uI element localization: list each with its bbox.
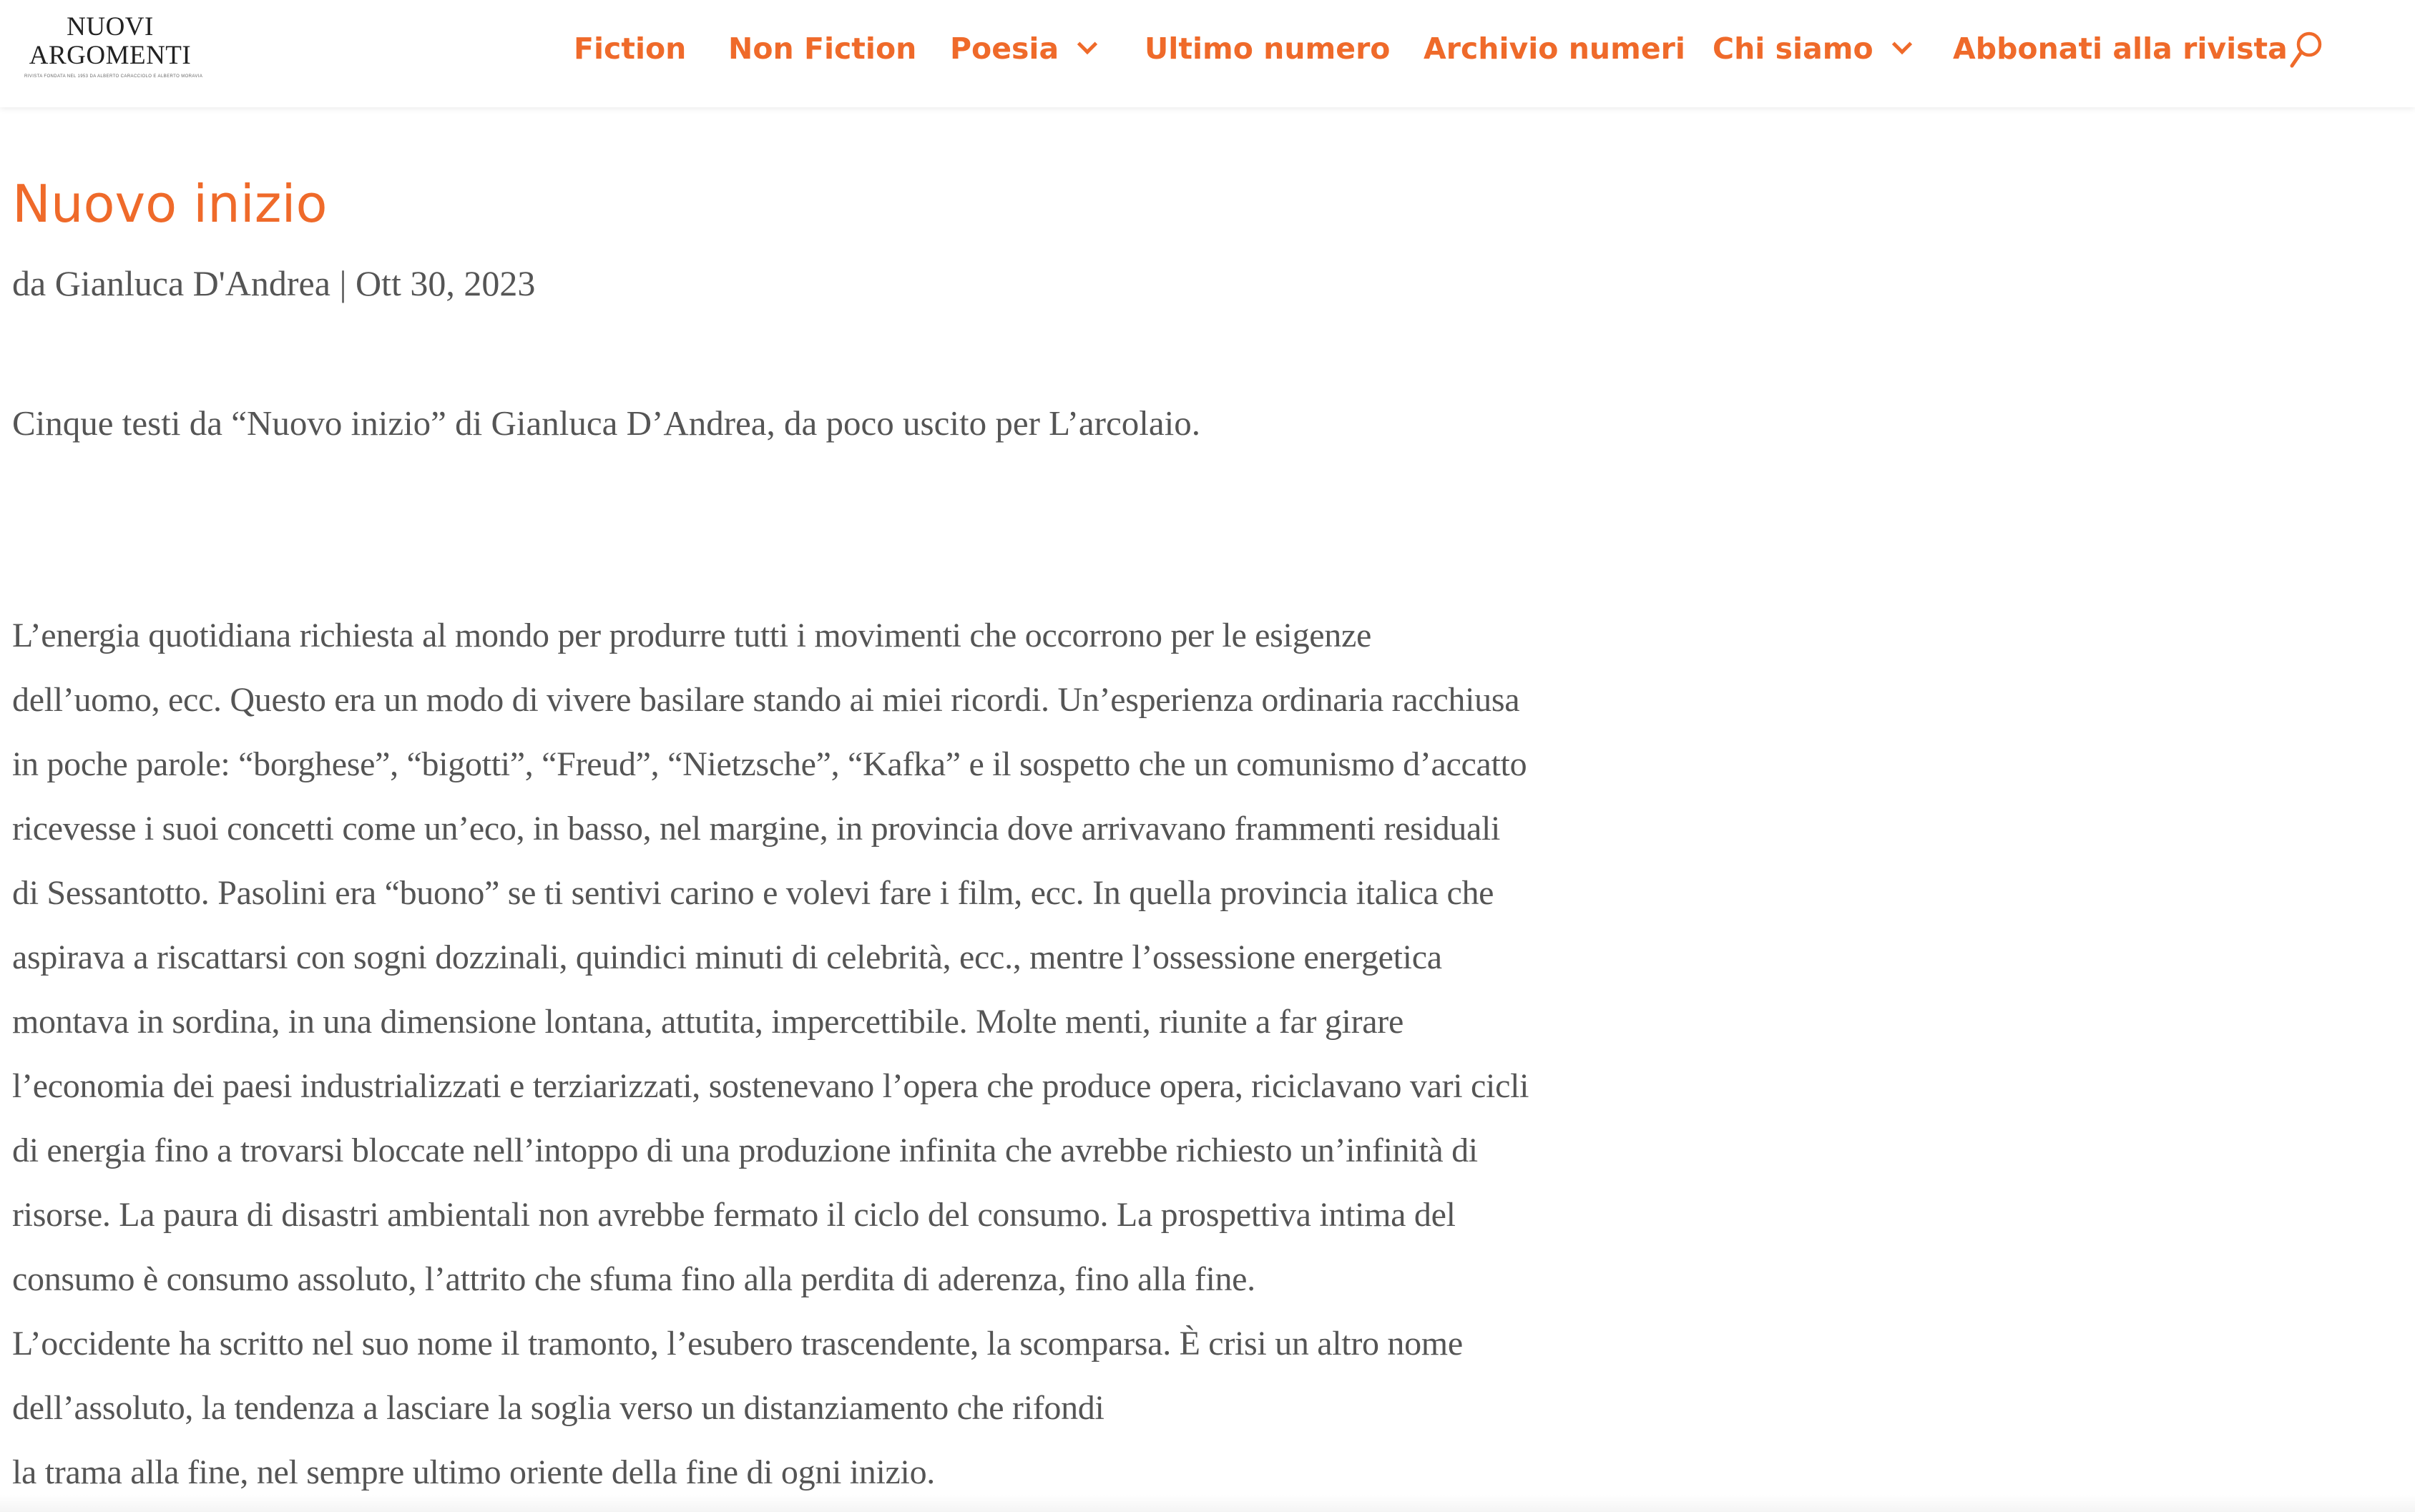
nav-item-label: Chi siamo bbox=[1713, 31, 1873, 66]
body-line: L’energia quotidiana richiesta al mondo per produrre tutti i movimenti che occorrono per le esigenze bbox=[12, 617, 1372, 654]
nav-item-label: Archivio numeri bbox=[1424, 31, 1685, 66]
page-title: Nuovo inizio bbox=[12, 174, 328, 234]
meta-prefix: da bbox=[12, 263, 55, 303]
nav-item-chi-siamo[interactable] bbox=[1713, 29, 1909, 69]
search-icon-glyph bbox=[2289, 30, 2325, 70]
author-link[interactable]: Gianluca D'Andrea bbox=[54, 263, 330, 303]
nav-item-archivio-numeri[interactable] bbox=[1424, 29, 1685, 69]
body-line: risorse. La paura di disastri ambientali non avrebbe fermato il ciclo del consumo. La prospettiva intima del bbox=[12, 1196, 1456, 1234]
logo-line-1: NUOVI bbox=[67, 12, 154, 41]
chevron-down-icon bbox=[1891, 34, 1911, 54]
nav-item-abbonati[interactable] bbox=[1953, 29, 2288, 69]
article-body bbox=[12, 604, 1529, 1505]
body-line: ricevesse i suoi concetti come un’eco, in basso, nel margine, in provincia dove arrivavano frammenti residuali bbox=[12, 810, 1501, 848]
body-line: montava in sordina, in una dimensione lontana, attutita, impercettibile. Molte menti, riunite a far girare bbox=[12, 1003, 1404, 1041]
body-line: l’economia dei paesi industrializzati e terziarizzati, sostenevano l’opera che produce opera, riciclavano vari cicli bbox=[12, 1067, 1529, 1105]
nav-item-label: Abbonati alla rivista bbox=[1953, 31, 2288, 66]
nav-item-ultimo-numero[interactable] bbox=[1145, 29, 1390, 69]
search-icon[interactable] bbox=[2289, 30, 2325, 70]
body-line: di Sessantotto. Pasolini era “buono” se ti sentivi carino e volevi fare i film, ecc. In quella provincia italica che bbox=[12, 874, 1494, 912]
nav-item-label: Ultimo numero bbox=[1145, 31, 1391, 66]
body-line: aspirava a riscattarsi con sogni dozzinali, quindici minuti di celebrità, ecc., mentre l’ossessione energetica bbox=[12, 938, 1442, 976]
nav-item-label: Fiction bbox=[574, 31, 687, 66]
post-meta bbox=[12, 260, 535, 306]
bottom-edge bbox=[0, 1495, 2415, 1512]
post-date: Ott 30, 2023 bbox=[355, 263, 536, 303]
site-header bbox=[0, 0, 2415, 107]
body-line: dell’uomo, ecc. Questo era un modo di vivere basilare stando ai miei ricordi. Un’esperienza ordinaria racchiusa bbox=[12, 681, 1520, 719]
nav-item-fiction[interactable] bbox=[574, 29, 686, 69]
body-line: la trama alla fine, nel sempre ultimo oriente della fine di ogni inizio. bbox=[12, 1453, 935, 1491]
body-line: in poche parole: “borghese”, “bigotti”, “Freud”, “Nietzsche”, “Kafka” e il sospetto che un comunismo d’accatto bbox=[12, 745, 1527, 783]
nav-item-label: Non Fiction bbox=[728, 31, 917, 66]
nav-item-poesia[interactable] bbox=[950, 29, 1094, 69]
body-line: L’occidente ha scritto nel suo nome il tramonto, l’esubero trascendente, la scomparsa. È crisi un altro nome bbox=[12, 1325, 1463, 1363]
body-line: dell’assoluto, la tendenza a lasciare la soglia verso un distanziamento che rifondi bbox=[12, 1389, 1104, 1427]
meta-separator: | bbox=[330, 263, 356, 303]
article-intro: Cinque testi da “Nuovo inizio” di Gianluca D’Andrea, da poco uscito per L’arcolaio. bbox=[12, 403, 1200, 443]
body-line: consumo è consumo assoluto, l’attrito che sfuma fino alla perdita di aderenza, fino alla fine. bbox=[12, 1260, 1255, 1298]
chevron-down-icon bbox=[1077, 34, 1097, 54]
main-nav bbox=[0, 0, 2415, 97]
logo-line-2: ARGOMENTI bbox=[29, 41, 192, 70]
nav-item-non-fiction[interactable] bbox=[728, 29, 916, 69]
nav-item-label: Poesia bbox=[950, 31, 1059, 66]
body-line: di energia fino a trovarsi bloccate nell’intoppo di una produzione infinita che avrebbe richiesto un’infinità di bbox=[12, 1131, 1478, 1169]
logo-tagline: RIVISTA FONDATA NEL 1953 DA ALBERTO CARACCIOLO E ALBERTO MORAVIA bbox=[24, 74, 203, 79]
